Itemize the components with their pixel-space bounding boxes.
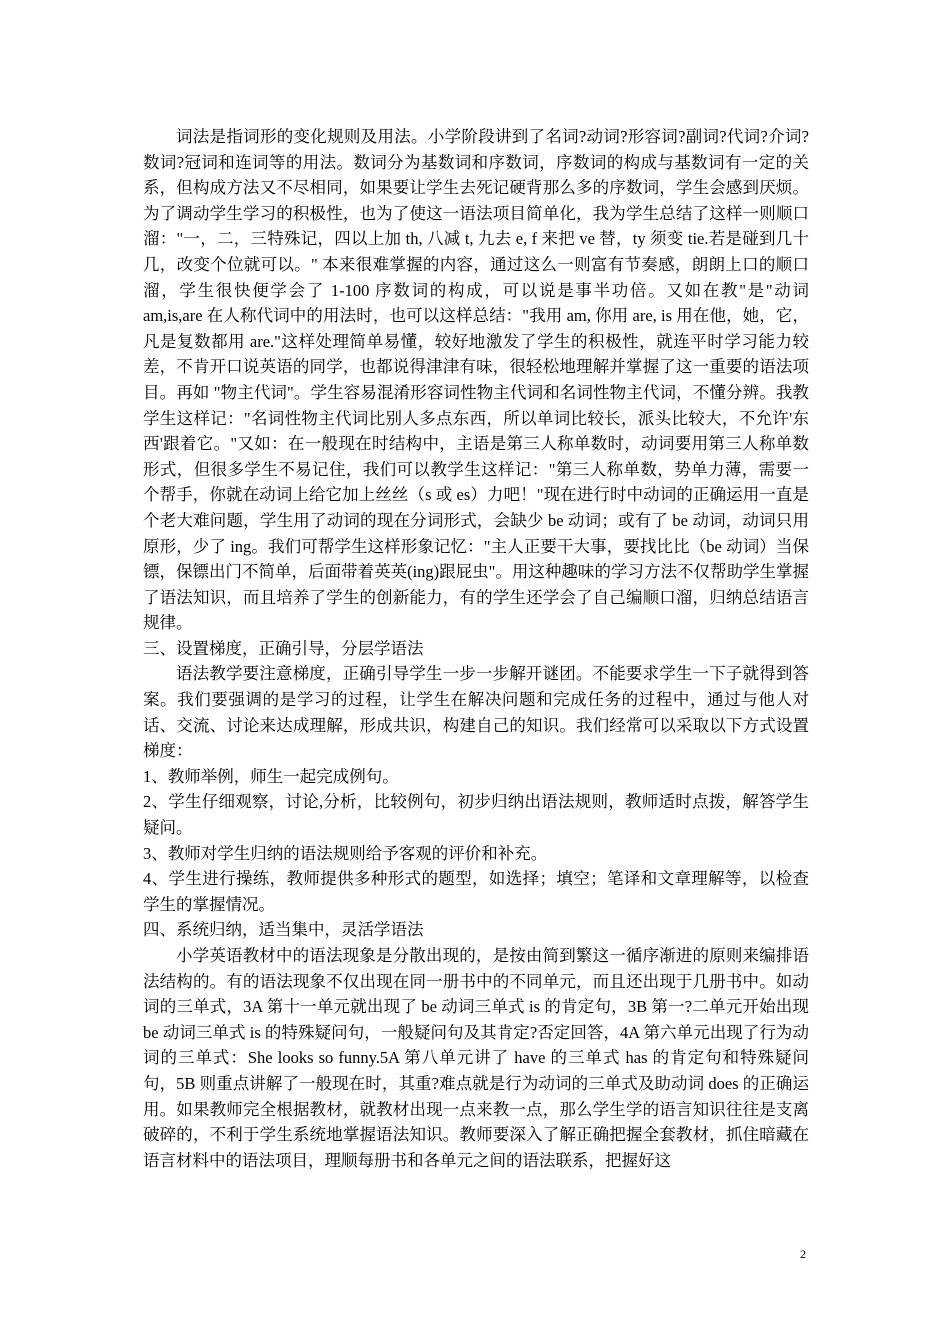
paragraph-lexicon-rhymes: 词法是指词形的变化规则及用法。小学阶段讲到了名词?动词?形容词?副词?代词?介词?数词?冠词和连词等的用法。数词分为基数词和序数词，序数词的构成与基数词有一定的关系，但构成方法又不尽相同，如果要让学生去死记硬背那么多的序数词，学生会感到厌烦。为了调动学生学习的积极性，也为了使这一语法项目简单化，我为学生总结了这样一则顺口溜："一，二，三特殊记，四以上加 th, 八减 t, 九去 e, f 来把 ve 替，ty 须变 tie.若是碰到几十几，改变个位就可以。" 本来很难掌握的内容，通过这么一则富有节奏感，朗朗上口的顺口溜，学生很快便学会了 1-100 序数词的构成，可以说是事半功倍。又如在教"是"动词 am,is,are 在人称代词中的用法时，也可以这样总结："我用 am, 你用 are, is 用在他，她，它，凡是复数都用 are."这样处理简单易懂，较好地激发了学生的积极性，就连平时学习能力较差，不肯开口说英语的同学，也都说得津津有味，很轻松地理解并掌握了这一重要的语法项目。再如 "物主代词"。学生容易混淆形容词性物主代词和名词性物主代词，不懂分辨。我教学生这样记："名词性物主代词比别人多点东西，所以单词比较长，派头比较大，不允许'东西'跟着它。"又如：在一般现在时结构中，主语是第三人称单数时，动词要用第三人称单数形式，但很多学生不易记住，我们可以教学生这样记："第三人称单数，势单力薄，需要一个帮手，你就在动词上给它加上丝丝（s 或 es）力吧！"现在进行时中动词的正确运用一直是个老大难问题，学生用了动词的现在分词形式，会缺少 be 动词；或有了 be 动词，动词只用原形，少了 ing。我们可帮学生这样形象记忆："主人正要干大事，要找比比（be 动词）当保镖，保镖出门不简单，后面带着英英(ing)跟屁虫"。用这种趣味的学习方法不仅帮助学生掌握了语法知识，而且培养了学生的创新能力，有的学生还学会了自己编顺口溜，归纳总结语言规律。	[143, 127, 809, 633]
list-item-step-1: 1、教师举例，师生一起完成例句。	[143, 766, 399, 786]
list-item-step-4: 4、学生进行操练，教师提供多种形式的题型，如选择；填空；笔译和文章理解等，以检查学生的掌握情况。	[143, 869, 809, 914]
list-item-step-3: 3、教师对学生归纳的语法规则给予客观的评价和补充。	[143, 843, 548, 863]
paragraph-systematic: 小学英语教材中的语法现象是分散出现的，是按由简到繁这一循序渐进的原则来编排语法结构的。有的语法现象不仅出现在同一册书中的不同单元，而且还出现于几册书中。如动词的三单式，3A 第十一单元就出现了 be 动词三单式 is 的肯定句，3B 第一?二单元开始出现 be 动词三单式 is 的特殊疑问句，一般疑问句及其肯定?否定回答，4A 第六单元出现了行为动词的三单式：She looks so funny.5A 第八单元讲了 have 的三单式 has 的肯定句和特殊疑问句，5B 则重点讲解了一般现在时，其重?难点就是行为动词的三单式及助动词 does 的正确运用。如果教师完全根据教材，就教材出现一点来教一点，那么学生学的语言知识往往是支离破碎的，不利于学生系统地掌握语法知识。教师要深入了解正确把握全套教材，抓住暗藏在语言材料中的语法项目，理顺每册书和各单元之间的语法联系，把握好这	[143, 946, 809, 1170]
page-number: 2	[800, 1247, 806, 1261]
section-heading-systematic: 四、系统归纳，适当集中，灵活学语法	[143, 920, 424, 940]
paragraph-gradient-intro: 语法教学要注意梯度，正确引导学生一步一步解开谜团。不能要求学生一下子就得到答案。我们要强调的是学习的过程，让学生在解决问题和完成任务的过程中，通过与他人对话、交流、讨论来达成理解，形成共识，构建自己的知识。我们经常可以采取以下方式设置梯度：	[143, 664, 809, 761]
document-body	[143, 124, 809, 1173]
section-heading-gradient: 三、设置梯度，正确引导，分层学语法	[143, 638, 424, 658]
list-item-step-2: 2、学生仔细观察，讨论,分析，比较例句，初步归纳出语法规则，教师适时点拨，解答学生疑问。	[143, 792, 809, 838]
